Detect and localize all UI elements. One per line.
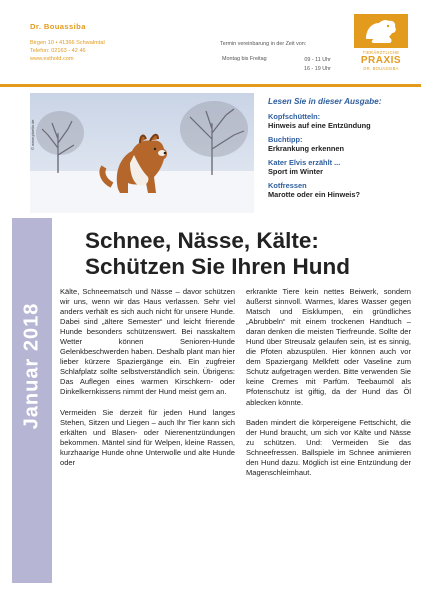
article-column-left — [60, 287, 235, 478]
appointment-note: Termin vereinbarung in der Zeit von: — [220, 41, 307, 47]
photo-credit: © www.pixelio.de — [30, 119, 35, 150]
article-column-right — [246, 287, 411, 488]
logo-line1: TIERÄRZTLICHE — [362, 50, 400, 55]
toc-item[interactable] — [268, 158, 410, 176]
clinic-website: www.esthold.com — [30, 56, 74, 62]
logo-line3: DR. BOUASSIBA — [363, 66, 399, 71]
toc-item[interactable] — [268, 135, 410, 153]
article-paragraph: Kälte, Schneematsch und Nässe – davor schützen wir uns, wenn wir das Haus verlassen. Sehr viel anders verhält es sich auch nicht für unsere Hunde. Dabei sind „ältere Semester“ und leicht frierende Hunde besonders schützenswert. Bei nasskaltem Wetter können Senioren-Hunde Gelenkbeschwerden haben. Deshalb plant man hier lieber kürzere Spaziergänge ein. Ein zugfreier Schlafplatz sollte selbstverständlich sein. Übrigens: Das Auflegen eines warmen Kirschkern- oder Dinkelkernkissens nimmt der Hund meist gern an. — [60, 287, 235, 397]
logo-line2: PRAXIS — [360, 55, 402, 66]
headline-line2: Schützen Sie Ihren Hund — [85, 254, 351, 279]
header — [0, 0, 421, 84]
header-divider — [0, 84, 421, 87]
article-paragraph: erkrankte Tiere kein nettes Beiwerk, sondern äußerst sinnvoll. Warmes, klares Wasser gegen Matsch und Eisklumpen, ein gründliches „Abrubbeln“ mit einem trockenen Handtuch – daran denken die meisten Tierfreunde. Sollte der Hund über Streusalz gelaufen sein, ist es sinnig, die Pfoten abzuspülen. Hier können auch vor dem Spaziergang Melkfett oder Vaseline zum Schutz aufgetragen werden. Bitte verwenden Sie keine Cremes mit Parfüm. Teebaumöl als Pfotenschutz ist giftig, da der Hund das Öl ablecken könnte. — [246, 287, 411, 407]
toc-item[interactable] — [268, 112, 410, 130]
dog-in-snow-photo — [30, 93, 254, 213]
toc-item-subtitle: Sport im Winter — [268, 167, 323, 176]
toc-item-title: Kopfschütteln: — [268, 112, 321, 121]
clinic-address: Birgen 10 • 41366 Schwalmtal — [30, 40, 105, 46]
clinic-phone: Telefon: 02163 - 42 46 — [30, 48, 86, 54]
article-headline — [85, 228, 410, 280]
article-paragraph: Baden mindert die körpereigene Fettschicht, die der Hund braucht, um sich vor Kälte und Nässe zu schützen. Und: Vermeiden Sie das Schneefressen. Ballspiele im Schnee animieren den Hund dazu. Möglich ist eine Entzündung der Magenschleimhaut. — [246, 417, 411, 477]
logo-box — [354, 14, 408, 48]
toc-heading: Lesen Sie in dieser Ausgabe: — [268, 97, 382, 106]
opening-days: Montag bis Freitag — [222, 56, 267, 62]
hours-morning: 09 - 11 Uhr — [304, 57, 331, 63]
toc-item[interactable] — [268, 181, 410, 199]
table-of-contents — [268, 97, 410, 204]
toc-item-subtitle: Erkrankung erkennen — [268, 144, 344, 153]
hours-afternoon: 16 - 19 Uhr — [304, 66, 331, 72]
toc-item-subtitle: Marotte oder ein Hinweis? — [268, 190, 360, 199]
toc-item-title: Kater Elvis erzählt ... — [268, 158, 341, 167]
article-paragraph: Vermeiden Sie derzeit für jeden Hund langes Stehen, Sitzen und Liegen – auch Ihr Tier kann sich erkälten und Blasen- oder Nierenentzündungen bekommen. Mäntel sind für Welpen, kleine Rassen, kurzhaarige Hunde ohne Unterwolle und alte Hunde oder — [60, 407, 235, 467]
issue-date: Januar 2018 — [20, 302, 43, 430]
clinic-name: Dr. Bouassiba — [30, 22, 86, 31]
toc-item-subtitle: Hinweis auf eine Entzündung — [268, 121, 371, 130]
issue-sideband — [12, 218, 52, 583]
opening-hours — [304, 56, 331, 74]
snow-scene-image — [30, 93, 254, 213]
clinic-logo — [354, 14, 408, 80]
toc-item-title: Kotfressen — [268, 181, 307, 190]
headline-line1: Schnee, Nässe, Kälte: — [85, 228, 319, 253]
toc-item-title: Buchtipp: — [268, 135, 303, 144]
dog-cat-icon — [362, 17, 400, 45]
